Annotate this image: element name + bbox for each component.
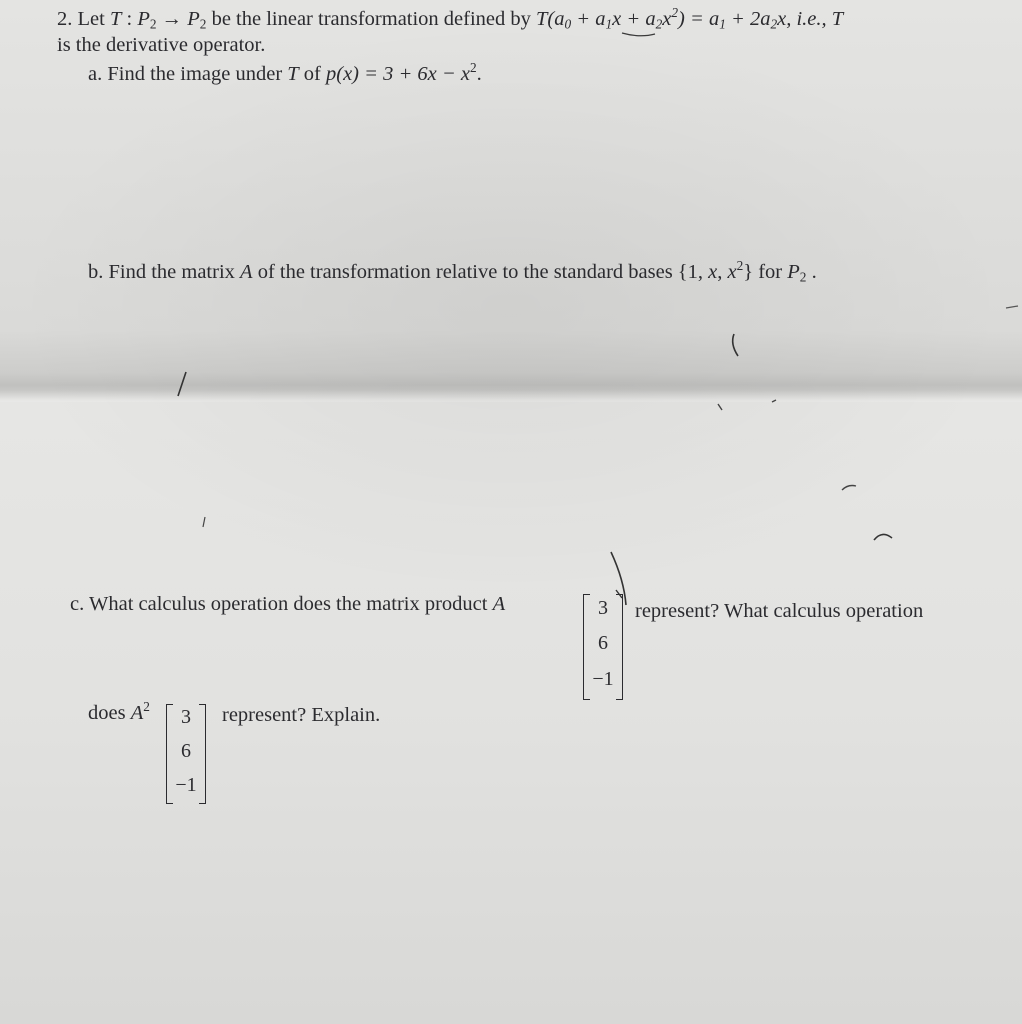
rule-rhs-sub1: 1 [719,16,726,32]
part-b-text2: of the transformation relative to the standard bases {1, [257,261,704,283]
part-b-end: . [811,261,817,283]
part-b-P-sub: 2 [799,269,807,285]
pen-mark [842,486,856,491]
part-c-A2: A [130,702,144,724]
rule-a2-sub: 2 [655,16,663,32]
polynomial-end: . [476,63,482,85]
vector-2-entry-2: 6 [181,740,191,762]
rule-x2-sup: 2 [671,5,679,21]
rule-rhs-end: x, i.e., T [777,8,844,30]
map-domain-sub: 2 [149,16,157,32]
rule-a1-sub: 1 [605,16,613,32]
vector-1-entry-3: −1 [592,668,614,690]
rule-plus1: + a [571,8,606,30]
vector-2-entry-1: 3 [181,706,191,728]
pen-mark [772,400,776,402]
problem-number: 2. [57,8,73,30]
part-a-of: of [303,63,321,85]
part-c-line2-start: does [88,702,126,724]
part-b-close: } for [743,261,783,283]
problem-statement-line-1: 2. Let T : $P_2 \to P_2$ be the linear transformation defined by $T(a_0 + a_1x + a_2x^2) = a_1 + 2a_2x$, i.e., T [57,5,844,32]
map-name: T [109,8,122,30]
part-c-text: What calculus operation does the matrix product [89,593,488,615]
pen-mark [718,404,722,410]
part-a-text: Find the image under [107,63,283,85]
rule-eq: ) = a [678,8,720,30]
pen-mark [616,590,622,598]
pen-mark [203,517,205,527]
pen-mark [1006,306,1018,308]
underline-mark [622,33,655,36]
polynomial-sup: 2 [469,60,477,76]
rule-rhs-mid: + 2a [725,8,771,30]
part-b-x2: x [727,261,737,283]
pen-mark [611,552,626,605]
vector-2-entry-3: −1 [175,774,197,796]
pen-mark [733,334,738,356]
map-domain: P [137,8,150,30]
polynomial: p(x) = 3 + 6x − x [326,63,470,85]
pen-mark [178,372,186,396]
vector-1-entry-1: 3 [598,597,608,619]
rule-rhs-sub2: 2 [770,16,778,32]
part-b-text: Find the matrix [108,261,235,283]
part-b-A: A [240,261,253,283]
part-b-P: P [787,261,800,283]
problem-statement-line-2: is the derivative operator. [57,34,266,56]
rule-lhs: T(a [536,8,565,30]
part-c-question-line-1-end: represent? What calculus operation [635,600,924,622]
intro-text: Let [77,8,105,30]
part-a-label: a. [88,63,103,85]
rule-x2: x [662,8,672,30]
part-c-A: A [492,593,506,615]
part-a-T: T [287,63,299,85]
part-b-x2-sup: 2 [736,258,744,274]
map-codomain-sub: 2 [199,16,207,32]
map-arrow: → [161,8,183,30]
rule-a0-sub: 0 [564,16,572,32]
intro-middle: be the linear transformation defined by [211,8,531,30]
part-b-label: b. [88,261,104,283]
pen-mark [874,534,892,540]
part-b-x: x [708,261,718,283]
part-b-comma: , [717,261,723,283]
rule-x1: x + a [612,8,656,30]
part-c-label: c. [70,593,85,615]
part-c-question-line-2-end: represent? Explain. [222,704,381,726]
part-c-A2-sup: 2 [143,699,150,715]
vector-1-entry-2: 6 [598,632,608,654]
map-codomain: P [187,8,200,30]
